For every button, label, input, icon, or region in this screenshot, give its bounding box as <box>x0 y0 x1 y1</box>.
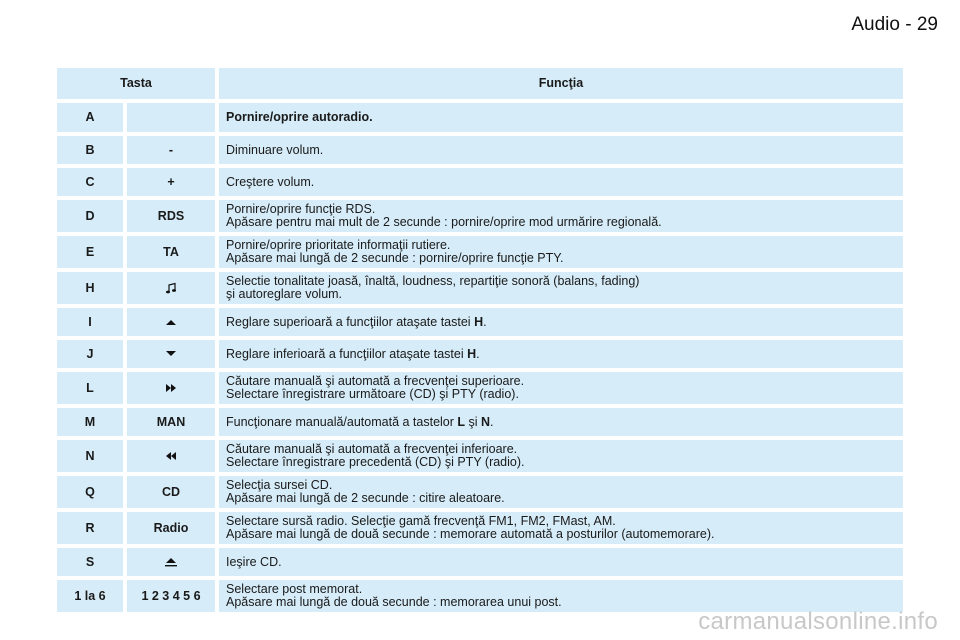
table-row <box>57 372 903 404</box>
key-cell: A <box>57 103 123 132</box>
music-note-icon <box>165 282 177 294</box>
table-row <box>57 548 903 576</box>
symbol-cell <box>127 340 215 368</box>
symbol-cell: TA <box>127 236 215 268</box>
symbol-cell <box>127 272 215 304</box>
key-cell: B <box>57 136 123 164</box>
table-row <box>57 512 903 544</box>
function-line: Selectie tonalitate joasă, înaltă, loudness, repartiţie sonoră (balans, fading) <box>226 274 640 288</box>
symbol-cell <box>127 103 215 132</box>
symbol-cell <box>127 308 215 336</box>
function-line: Selectare sursă radio. Selecţie gamă frecvenţă FM1, FM2, FMast, AM. <box>226 514 616 528</box>
chevron-down-icon <box>165 350 177 358</box>
function-cell <box>219 200 903 232</box>
function-line: Apăsare mai lungă de două secunde : memorarea unui post. <box>226 595 562 609</box>
key-cell: J <box>57 340 123 368</box>
function-cell <box>219 236 903 268</box>
function-line: Pornire/oprire autoradio. <box>226 110 373 124</box>
function-line: Pornire/oprire funcţie RDS. <box>226 202 376 216</box>
symbol-cell: RDS <box>127 200 215 232</box>
function-cell <box>219 272 903 304</box>
symbol-cell: MAN <box>127 408 215 436</box>
function-text: Reglare superioară a funcţiilor ataşate tastei <box>226 314 475 329</box>
function-line: şi autoreglare volum. <box>226 287 343 301</box>
watermark: carmanualsonline.info <box>698 608 938 635</box>
table-row <box>57 236 903 268</box>
key-reference: H <box>467 346 477 361</box>
table-header-row <box>57 68 903 99</box>
function-text: . <box>490 414 494 429</box>
function-line: Creştere volum. <box>226 174 315 189</box>
function-cell <box>219 408 903 436</box>
function-text: Reglare inferioară a funcţiilor ataşate tastei <box>226 346 468 361</box>
symbol-cell <box>127 440 215 472</box>
function-line: Selectare post memorat. <box>226 582 363 596</box>
function-cell <box>219 340 903 368</box>
function-cell <box>219 372 903 404</box>
key-cell: I <box>57 308 123 336</box>
key-cell: H <box>57 272 123 304</box>
function-text: Funcţionare manuală/automată a tastelor <box>226 414 458 429</box>
header-function: Funcţia <box>219 68 903 99</box>
function-cell <box>219 308 903 336</box>
function-line: Apăsare mai lungă de 2 secunde : citire aleatoare. <box>226 491 505 505</box>
function-cell <box>219 136 903 164</box>
key-cell: Q <box>57 476 123 508</box>
key-cell: S <box>57 548 123 576</box>
function-line: Apăsare mai lungă de 2 secunde : pornire/oprire funcţie PTY. <box>226 251 564 265</box>
function-line: Selectare înregistrare următoare (CD) şi PTY (radio). <box>226 387 519 401</box>
symbol-cell: 1 2 3 4 5 6 <box>127 580 215 612</box>
function-line: Apăsare mai lungă de două secunde : memorare automată a posturilor (automemorare). <box>226 527 715 541</box>
key-cell: D <box>57 200 123 232</box>
function-line: Căutare manuală şi automată a frecvenţei superioare. <box>226 374 525 388</box>
symbol-cell <box>127 548 215 576</box>
key-reference: H <box>474 314 484 329</box>
key-cell: N <box>57 440 123 472</box>
function-cell <box>219 168 903 196</box>
key-cell: 1 la 6 <box>57 580 123 612</box>
symbol-cell: CD <box>127 476 215 508</box>
function-line: Căutare manuală şi automată a frecvenţei inferioare. <box>226 442 518 456</box>
table-row <box>57 103 903 132</box>
key-reference: L <box>457 414 466 429</box>
function-line: Selecţia sursei CD. <box>226 478 333 492</box>
table-row <box>57 308 903 336</box>
function-line: Apăsare pentru mai mult de 2 secunde : pornire/oprire mod urmărire regională. <box>226 215 662 229</box>
symbol-cell: Radio <box>127 512 215 544</box>
function-table <box>57 68 903 616</box>
function-cell <box>219 103 903 132</box>
function-cell <box>219 548 903 576</box>
table-row <box>57 408 903 436</box>
function-line: Selectare înregistrare precedentă (CD) şi PTY (radio). <box>226 455 525 469</box>
function-text: . <box>483 314 487 329</box>
header-key: Tasta <box>57 68 215 99</box>
eject-icon <box>164 557 178 567</box>
symbol-cell: - <box>127 136 215 164</box>
table-row <box>57 168 903 196</box>
function-text: şi <box>465 414 482 429</box>
rewind-icon <box>165 451 177 461</box>
function-line: Pornire/oprire prioritate informaţii rutiere. <box>226 238 451 252</box>
page-header: Audio - 29 <box>851 14 938 35</box>
table-row <box>57 476 903 508</box>
function-line: Diminuare volum. <box>226 142 324 157</box>
function-cell <box>219 440 903 472</box>
table-row <box>57 200 903 232</box>
function-line <box>226 348 480 361</box>
table-row <box>57 440 903 472</box>
function-line: Ieşire CD. <box>226 554 282 569</box>
key-cell: C <box>57 168 123 196</box>
table-row <box>57 340 903 368</box>
symbol-cell <box>127 372 215 404</box>
key-cell: E <box>57 236 123 268</box>
function-cell <box>219 476 903 508</box>
table-row <box>57 136 903 164</box>
chevron-up-icon <box>165 318 177 326</box>
function-cell <box>219 512 903 544</box>
function-text: . <box>476 346 480 361</box>
function-line <box>226 416 494 429</box>
key-cell: R <box>57 512 123 544</box>
key-reference: N <box>481 414 491 429</box>
key-cell: L <box>57 372 123 404</box>
symbol-cell: + <box>127 168 215 196</box>
function-line <box>226 316 487 329</box>
table-row <box>57 272 903 304</box>
key-cell: M <box>57 408 123 436</box>
fast-forward-icon <box>165 383 177 393</box>
